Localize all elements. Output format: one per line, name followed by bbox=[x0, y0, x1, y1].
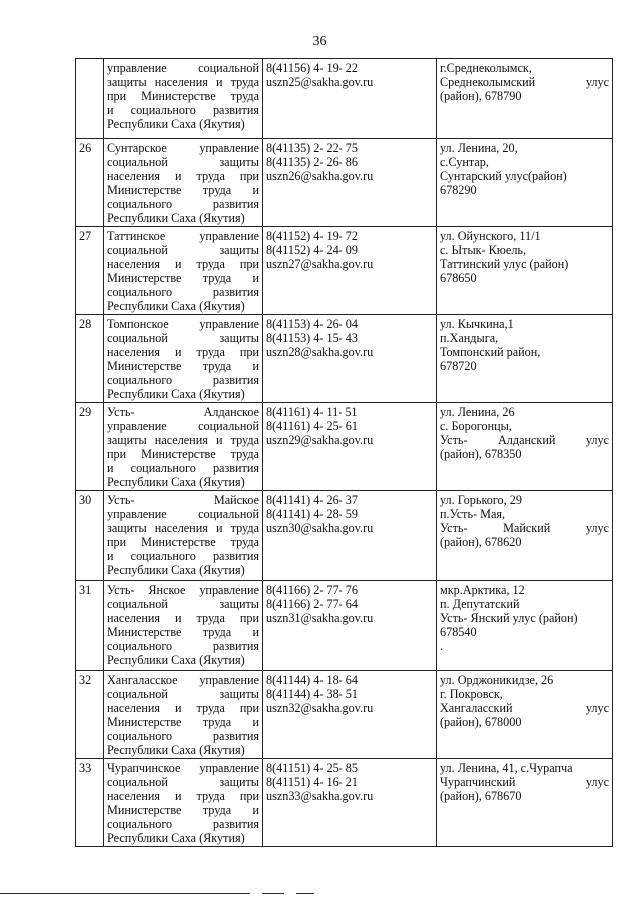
organization-name-line: Министерстве труда и bbox=[107, 183, 259, 197]
address-line: ул. Ленина, 26 bbox=[440, 405, 515, 419]
contact-phone: 8(41135) 2- 22- 75 bbox=[266, 141, 358, 155]
organization-name-line: социального развития bbox=[107, 729, 259, 743]
footer-rule-short bbox=[262, 893, 284, 894]
row-number: 31 bbox=[76, 581, 104, 671]
organization-name bbox=[104, 581, 263, 671]
organization-name-line: Хангаласское управление bbox=[107, 673, 259, 687]
organization-name-line: социального развития bbox=[107, 639, 259, 653]
contact-phone: 8(41144) 4- 18- 64 bbox=[266, 673, 358, 687]
organization-name-line: населения и труда при bbox=[107, 345, 259, 359]
organization-name bbox=[104, 671, 263, 759]
address-line: г. Покровск, bbox=[440, 687, 503, 701]
organization-name-line: и социального развития bbox=[107, 103, 259, 117]
address bbox=[437, 403, 613, 491]
contact-phone: 8(41141) 4- 26- 37 bbox=[266, 493, 358, 507]
address-line: ул. Ойунского, 11/1 bbox=[440, 229, 541, 243]
contact-email: uszn27@sakha.gov.ru bbox=[266, 257, 374, 271]
table-row bbox=[76, 403, 613, 491]
organization-name-line: при Министерстве труда bbox=[107, 535, 259, 549]
contact-phones bbox=[263, 581, 437, 671]
organization-name-line: Чурапчинское управление bbox=[107, 761, 259, 775]
contact-phone: 8(41161) 4- 11- 51 bbox=[266, 405, 358, 419]
address-line: Усть- Алданский улус bbox=[440, 433, 609, 447]
address bbox=[437, 671, 613, 759]
contact-phones bbox=[263, 671, 437, 759]
organization-name bbox=[104, 227, 263, 315]
contact-email: uszn31@sakha.gov.ru bbox=[266, 611, 374, 625]
address bbox=[437, 139, 613, 227]
organization-name-line: Министерстве труда и bbox=[107, 715, 259, 729]
address-line: ул. Кычкина,1 bbox=[440, 317, 514, 331]
address-line: Таттинский улус (район) bbox=[440, 257, 569, 271]
organization-name-line: социальной защиты bbox=[107, 597, 259, 611]
organization-name-line: населения и труда при bbox=[107, 611, 259, 625]
contact-phone: 8(41151) 4- 25- 85 bbox=[266, 761, 358, 775]
contact-phones bbox=[263, 315, 437, 403]
organization-name-line: Республики Саха (Якутия) bbox=[107, 563, 245, 577]
organization-name-line: Министерстве труда и bbox=[107, 359, 259, 373]
address-line: Сунтарский улус(район) bbox=[440, 169, 567, 183]
address-line: мкр.Арктика, 12 bbox=[440, 583, 525, 597]
organization-name-line: Министерстве труда и bbox=[107, 271, 259, 285]
contact-email: uszn30@sakha.gov.ru bbox=[266, 521, 374, 535]
organization-name bbox=[104, 403, 263, 491]
organization-name-line: Республики Саха (Якутия) bbox=[107, 653, 245, 667]
contact-email: uszn28@sakha.gov.ru bbox=[266, 345, 374, 359]
address-line: Томпонский район, bbox=[440, 345, 541, 359]
organization-name-line: Министерстве труда и bbox=[107, 625, 259, 639]
contact-email: uszn32@sakha.gov.ru bbox=[266, 701, 374, 715]
contact-email: uszn25@sakha.gov.ru bbox=[266, 75, 374, 89]
contact-phone: 8(41166) 2- 77- 76 bbox=[266, 583, 358, 597]
contact-phones bbox=[263, 491, 437, 581]
footer-rule bbox=[0, 893, 250, 894]
address-line: с.Сунтар, bbox=[440, 155, 489, 169]
address-line: 678720 bbox=[440, 359, 477, 373]
address-line: (район), 678670 bbox=[440, 789, 522, 803]
organization-name-line: защиты населения и труда bbox=[107, 75, 259, 89]
contact-phone: 8(41161) 4- 25- 61 bbox=[266, 419, 358, 433]
organization-name-line: управление социальной bbox=[107, 419, 259, 433]
address bbox=[437, 227, 613, 315]
address-line: с. Ытык- Кюель, bbox=[440, 243, 527, 257]
organization-name-line: Министерстве труда и bbox=[107, 803, 259, 817]
contact-email: uszn29@sakha.gov.ru bbox=[266, 433, 374, 447]
organization-name-line: населения и труда при bbox=[107, 701, 259, 715]
organization-name-line: Усть- Алданское bbox=[107, 405, 259, 419]
row-number: 29 bbox=[76, 403, 104, 491]
organization-name-line: социальной защиты bbox=[107, 155, 259, 169]
organization-name bbox=[104, 759, 263, 847]
organization-name-line: Усть- Майское bbox=[107, 493, 259, 507]
contact-phones bbox=[263, 59, 437, 139]
organization-name-line: социального развития bbox=[107, 817, 259, 831]
address bbox=[437, 581, 613, 671]
table-row bbox=[76, 315, 613, 403]
organization-name-line: при Министерстве труда bbox=[107, 447, 259, 461]
contact-email: uszn26@sakha.gov.ru bbox=[266, 169, 374, 183]
organization-name-line: управление социальной bbox=[107, 61, 259, 75]
organization-name-line: социальной защиты bbox=[107, 331, 259, 345]
page-number: 36 bbox=[312, 34, 327, 49]
address-line: (район), 678350 bbox=[440, 447, 522, 461]
address-line: ул. Ленина, 41, с.Чурапча bbox=[440, 761, 573, 775]
contact-phones bbox=[263, 759, 437, 847]
table-row bbox=[76, 227, 613, 315]
address-line: п.Усть- Мая, bbox=[440, 507, 506, 521]
address-line: (район), 678790 bbox=[440, 89, 522, 103]
organization-name-line: Томпонское управление bbox=[107, 317, 259, 331]
organization-name bbox=[104, 59, 263, 139]
contact-phone: 8(41152) 4- 19- 72 bbox=[266, 229, 358, 243]
organization-name bbox=[104, 315, 263, 403]
organization-name-line: социального развития bbox=[107, 373, 259, 387]
contact-phone: 8(41151) 4- 16- 21 bbox=[266, 775, 358, 789]
row-number: 30 bbox=[76, 491, 104, 581]
address-line: Усть- Майский улус bbox=[440, 521, 609, 535]
organization-name-line: Республики Саха (Якутия) bbox=[107, 831, 245, 845]
row-number: 27 bbox=[76, 227, 104, 315]
organization-name-line: и социального развития bbox=[107, 549, 259, 563]
address-line: п.Хандыга, bbox=[440, 331, 499, 345]
address bbox=[437, 759, 613, 847]
table-row bbox=[76, 759, 613, 847]
address-line: ул. Орджоникидзе, 26 bbox=[440, 673, 554, 687]
table-row bbox=[76, 491, 613, 581]
address-line: (район), 678620 bbox=[440, 535, 522, 549]
address-line: Среднеколымский улус bbox=[440, 75, 609, 89]
table-row bbox=[76, 59, 613, 139]
address-line: Чурапчинский улус bbox=[440, 775, 609, 789]
organization-name-line: Сунтарское управление bbox=[107, 141, 259, 155]
address bbox=[437, 59, 613, 139]
organization-name bbox=[104, 139, 263, 227]
address-line: (район), 678000 bbox=[440, 715, 522, 729]
table-row bbox=[76, 671, 613, 759]
organization-name-line: управление социальной bbox=[107, 507, 259, 521]
address-line: Хангаласский улус bbox=[440, 701, 609, 715]
address-line: п. Депутатский bbox=[440, 597, 520, 611]
organization-name-line: и социального развития bbox=[107, 461, 259, 475]
organization-name-line: Республики Саха (Якутия) bbox=[107, 387, 245, 401]
directory-table bbox=[75, 58, 613, 847]
address bbox=[437, 491, 613, 581]
address-line: Усть- Янский улус (район) bbox=[440, 611, 578, 625]
organization-name-line: Республики Саха (Якутия) bbox=[107, 117, 245, 131]
address-line: 678290 bbox=[440, 183, 477, 197]
row-number bbox=[76, 59, 104, 139]
contact-email: uszn33@sakha.gov.ru bbox=[266, 789, 374, 803]
organization-name-line: социальной защиты bbox=[107, 243, 259, 257]
contact-phone: 8(41156) 4- 19- 22 bbox=[266, 61, 358, 75]
organization-name-line: Республики Саха (Якутия) bbox=[107, 299, 245, 313]
address-line: г.Среднеколымск, bbox=[440, 61, 532, 75]
contact-phones bbox=[263, 139, 437, 227]
contact-phone: 8(41144) 4- 38- 51 bbox=[266, 687, 358, 701]
row-number: 26 bbox=[76, 139, 104, 227]
address-line: ул. Ленина, 20, bbox=[440, 141, 518, 155]
contact-phones bbox=[263, 227, 437, 315]
contact-phone: 8(41152) 4- 24- 09 bbox=[266, 243, 358, 257]
contact-phone: 8(41135) 2- 26- 86 bbox=[266, 155, 358, 169]
organization-name-line: защиты населения и труда bbox=[107, 433, 259, 447]
organization-name-line: Республики Саха (Якутия) bbox=[107, 743, 245, 757]
organization-name-line: населения и труда при bbox=[107, 257, 259, 271]
organization-name-line: Таттинское управление bbox=[107, 229, 259, 243]
organization-name-line: населения и труда при bbox=[107, 169, 259, 183]
row-number: 28 bbox=[76, 315, 104, 403]
organization-name-line: социальной защиты bbox=[107, 775, 259, 789]
row-number: 32 bbox=[76, 671, 104, 759]
contact-phone: 8(41141) 4- 28- 59 bbox=[266, 507, 358, 521]
organization-name-line: населения и труда при bbox=[107, 789, 259, 803]
organization-name bbox=[104, 491, 263, 581]
address bbox=[437, 315, 613, 403]
organization-name-line: социального развития bbox=[107, 197, 259, 211]
table-row bbox=[76, 581, 613, 671]
address-line: с. Борогонцы, bbox=[440, 419, 512, 433]
address-line: 678650 bbox=[440, 271, 477, 285]
footer-rule-right bbox=[296, 893, 314, 894]
address-line: 678540 bbox=[440, 625, 477, 639]
table-row bbox=[76, 139, 613, 227]
directory-table-body bbox=[76, 59, 613, 847]
organization-name-line: социального развития bbox=[107, 285, 259, 299]
organization-name-line: социальной защиты bbox=[107, 687, 259, 701]
address-line: ул. Горького, 29 bbox=[440, 493, 522, 507]
organization-name-line: защиты населения и труда bbox=[107, 521, 259, 535]
organization-name-line: Республики Саха (Якутия) bbox=[107, 475, 245, 489]
organization-name-line: Республики Саха (Якутия) bbox=[107, 211, 245, 225]
address-line: . bbox=[440, 639, 444, 653]
organization-name-line: Усть- Янское управление bbox=[107, 583, 259, 597]
contact-phone: 8(41153) 4- 26- 04 bbox=[266, 317, 358, 331]
contact-phone: 8(41153) 4- 15- 43 bbox=[266, 331, 358, 345]
organization-name-line: при Министерстве труда bbox=[107, 89, 259, 103]
row-number: 33 bbox=[76, 759, 104, 847]
contact-phones bbox=[263, 403, 437, 491]
contact-phone: 8(41166) 2- 77- 64 bbox=[266, 597, 358, 611]
